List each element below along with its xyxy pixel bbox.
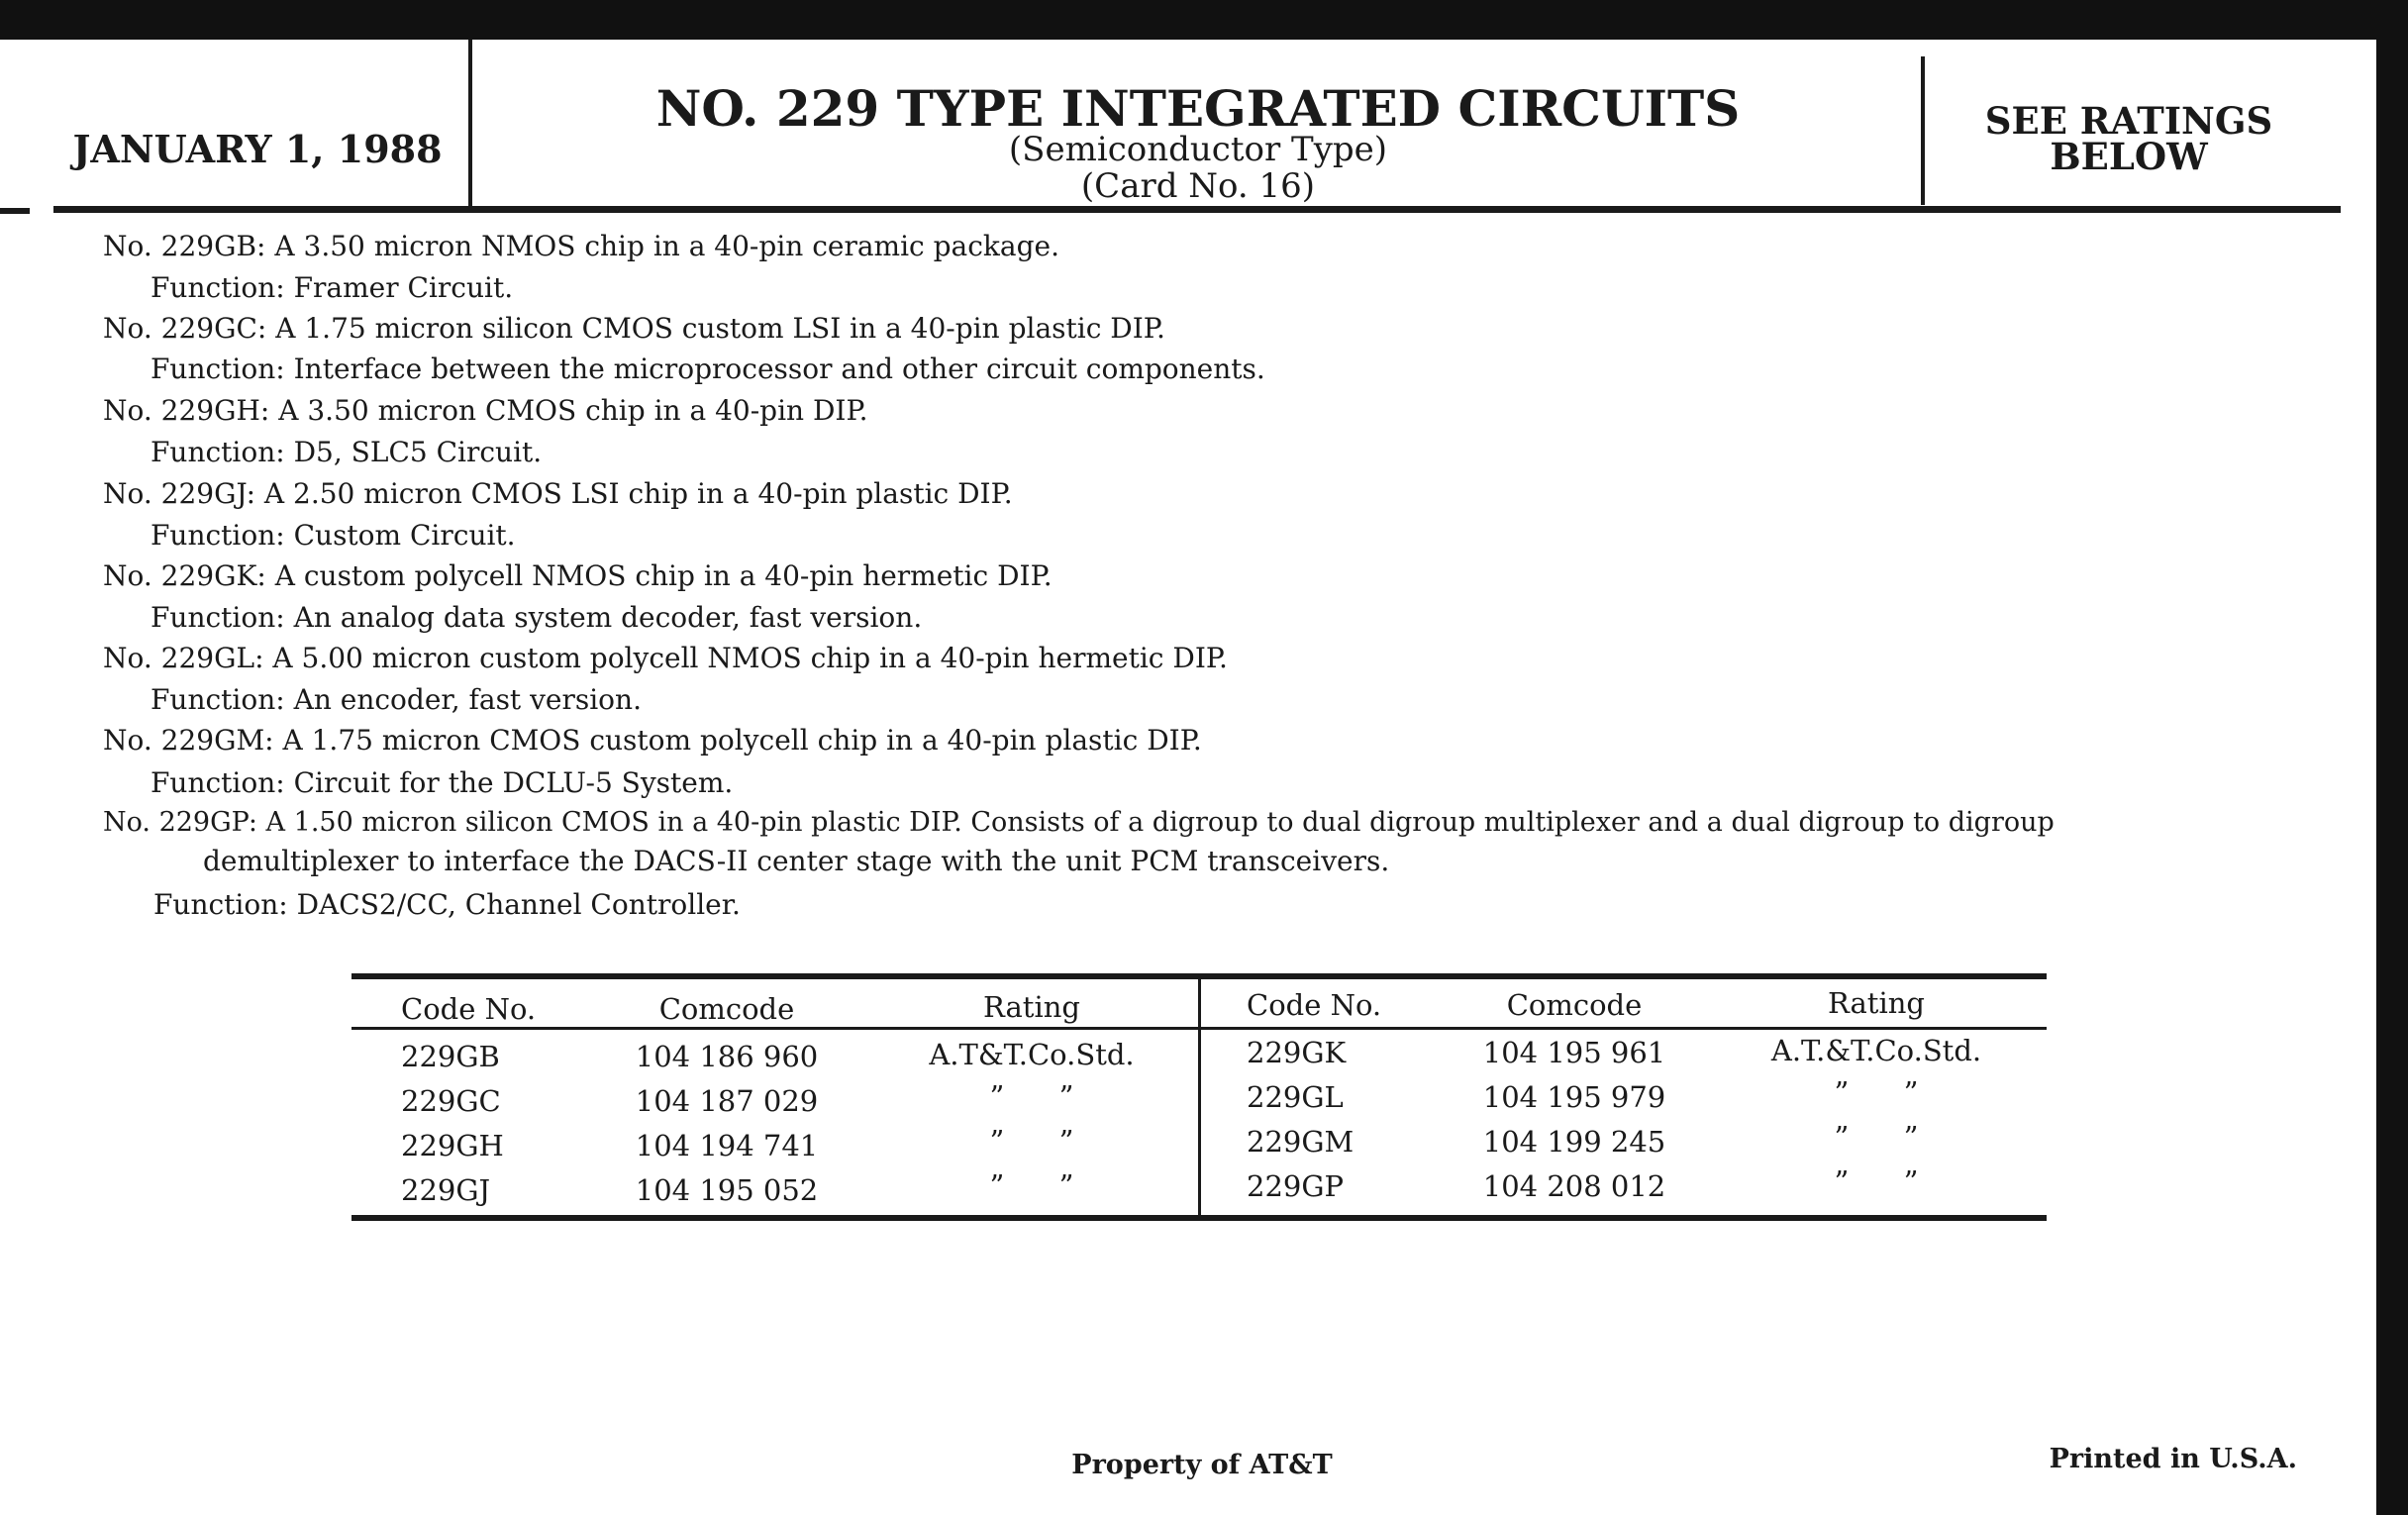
card-date: JANUARY 1, 1988 bbox=[72, 127, 443, 171]
entry-desc: No. 229GM: A 1.75 micron CMOS custom polycell chip in a 40-pin plastic DIP. bbox=[103, 724, 1202, 757]
entry-desc: No. 229GH: A 3.50 micron CMOS chip in a 40-pin DIP. bbox=[103, 394, 868, 427]
entry-function: Function: Custom Circuit. bbox=[150, 519, 516, 552]
entry-desc-continued: demultiplexer to interface the DACS-II center stage with the unit PCM transceivers. bbox=[203, 845, 1390, 877]
table-cell-rating: ” ” bbox=[1834, 1075, 1919, 1109]
entry-function: Function: DACS2/CC, Channel Controller. bbox=[153, 888, 741, 921]
entry-function: Function: An analog data system decoder, fast version. bbox=[150, 601, 923, 634]
table-cell-code: 229GP bbox=[1247, 1169, 1345, 1203]
table-cell-rating: ” ” bbox=[1834, 1120, 1919, 1154]
col-header-code: Code No. bbox=[401, 992, 537, 1026]
table-cell-rating: ” ” bbox=[1834, 1164, 1919, 1198]
table-cell-rating: ” ” bbox=[989, 1168, 1074, 1202]
table-cell-comcode: 104 195 961 bbox=[1482, 1036, 1666, 1069]
table-cell-rating: ” ” bbox=[989, 1124, 1074, 1158]
page-title: NO. 229 TYPE INTEGRATED CIRCUITS bbox=[655, 79, 1741, 138]
edge-mark bbox=[0, 208, 30, 214]
table-cell-rating: A.T.&T.Co.Std. bbox=[1770, 1034, 1982, 1067]
col-header-rating: Rating bbox=[983, 990, 1080, 1024]
col-header-rating: Rating bbox=[1828, 986, 1925, 1020]
table-cell-comcode: 104 199 245 bbox=[1482, 1125, 1666, 1159]
entry-function: Function: Interface between the microprocessor and other circuit components. bbox=[150, 353, 1265, 385]
table-cell-rating: A.T&T.Co.Std. bbox=[929, 1038, 1135, 1071]
see-ratings-line2: BELOW bbox=[2050, 135, 2208, 178]
entry-function: Function: D5, SLC5 Circuit. bbox=[150, 436, 543, 468]
footer-property: Property of AT&T bbox=[1071, 1450, 1333, 1480]
header-divider-right bbox=[1921, 56, 1925, 205]
entry-function: Function: Circuit for the DCLU-5 System. bbox=[150, 766, 734, 799]
table-cell-code: 229GH bbox=[401, 1129, 504, 1162]
scan-top-border bbox=[0, 0, 2408, 40]
table-center-divider bbox=[1198, 979, 1201, 1217]
see-ratings-line1: SEE RATINGS bbox=[1984, 99, 2273, 143]
entry-desc: No. 229GC: A 1.75 micron silicon CMOS custom LSI in a 40-pin plastic DIP. bbox=[103, 312, 1165, 345]
entry-function: Function: Framer Circuit. bbox=[150, 271, 514, 304]
col-header-comcode: Comcode bbox=[1506, 988, 1643, 1022]
header-divider-left bbox=[468, 40, 472, 212]
entry-desc: No. 229GK: A custom polycell NMOS chip in a 40-pin hermetic DIP. bbox=[103, 559, 1053, 592]
table-cell-comcode: 104 195 979 bbox=[1482, 1080, 1666, 1114]
scan-right-border bbox=[2376, 0, 2408, 1515]
table-cell-comcode: 104 186 960 bbox=[635, 1040, 819, 1073]
table-cell-comcode: 104 187 029 bbox=[635, 1084, 819, 1118]
table-cell-comcode: 104 194 741 bbox=[635, 1129, 819, 1162]
table-cell-code: 229GC bbox=[401, 1084, 501, 1118]
card-number: (Card No. 16) bbox=[1080, 166, 1316, 206]
entry-desc: No. 229GL: A 5.00 micron custom polycell NMOS chip in a 40-pin hermetic DIP. bbox=[103, 642, 1228, 674]
table-cell-code: 229GM bbox=[1247, 1125, 1354, 1159]
table-cell-code: 229GL bbox=[1247, 1080, 1344, 1114]
table-cell-code: 229GB bbox=[401, 1040, 500, 1073]
entry-desc: No. 229GP: A 1.50 micron silicon CMOS in a 40-pin plastic DIP. Consists of a digroup to dual digroup multiplexer and a dual digroup to digroup bbox=[103, 807, 2055, 838]
col-header-code: Code No. bbox=[1247, 988, 1382, 1022]
page-subtitle: (Semiconductor Type) bbox=[1008, 130, 1388, 169]
col-header-comcode: Comcode bbox=[658, 992, 795, 1026]
table-cell-comcode: 104 195 052 bbox=[635, 1173, 819, 1207]
table-cell-rating: ” ” bbox=[989, 1079, 1074, 1113]
entry-desc: No. 229GJ: A 2.50 micron CMOS LSI chip in a 40-pin plastic DIP. bbox=[103, 477, 1013, 510]
table-cell-code: 229GJ bbox=[401, 1173, 491, 1207]
table-cell-code: 229GK bbox=[1247, 1036, 1347, 1069]
header-rule bbox=[53, 206, 2341, 213]
table-cell-comcode: 104 208 012 bbox=[1482, 1169, 1666, 1203]
footer-printed: Printed in U.S.A. bbox=[2049, 1444, 2297, 1474]
entry-function: Function: An encoder, fast version. bbox=[150, 683, 642, 716]
entry-desc: No. 229GB: A 3.50 micron NMOS chip in a 40-pin ceramic package. bbox=[103, 230, 1059, 262]
